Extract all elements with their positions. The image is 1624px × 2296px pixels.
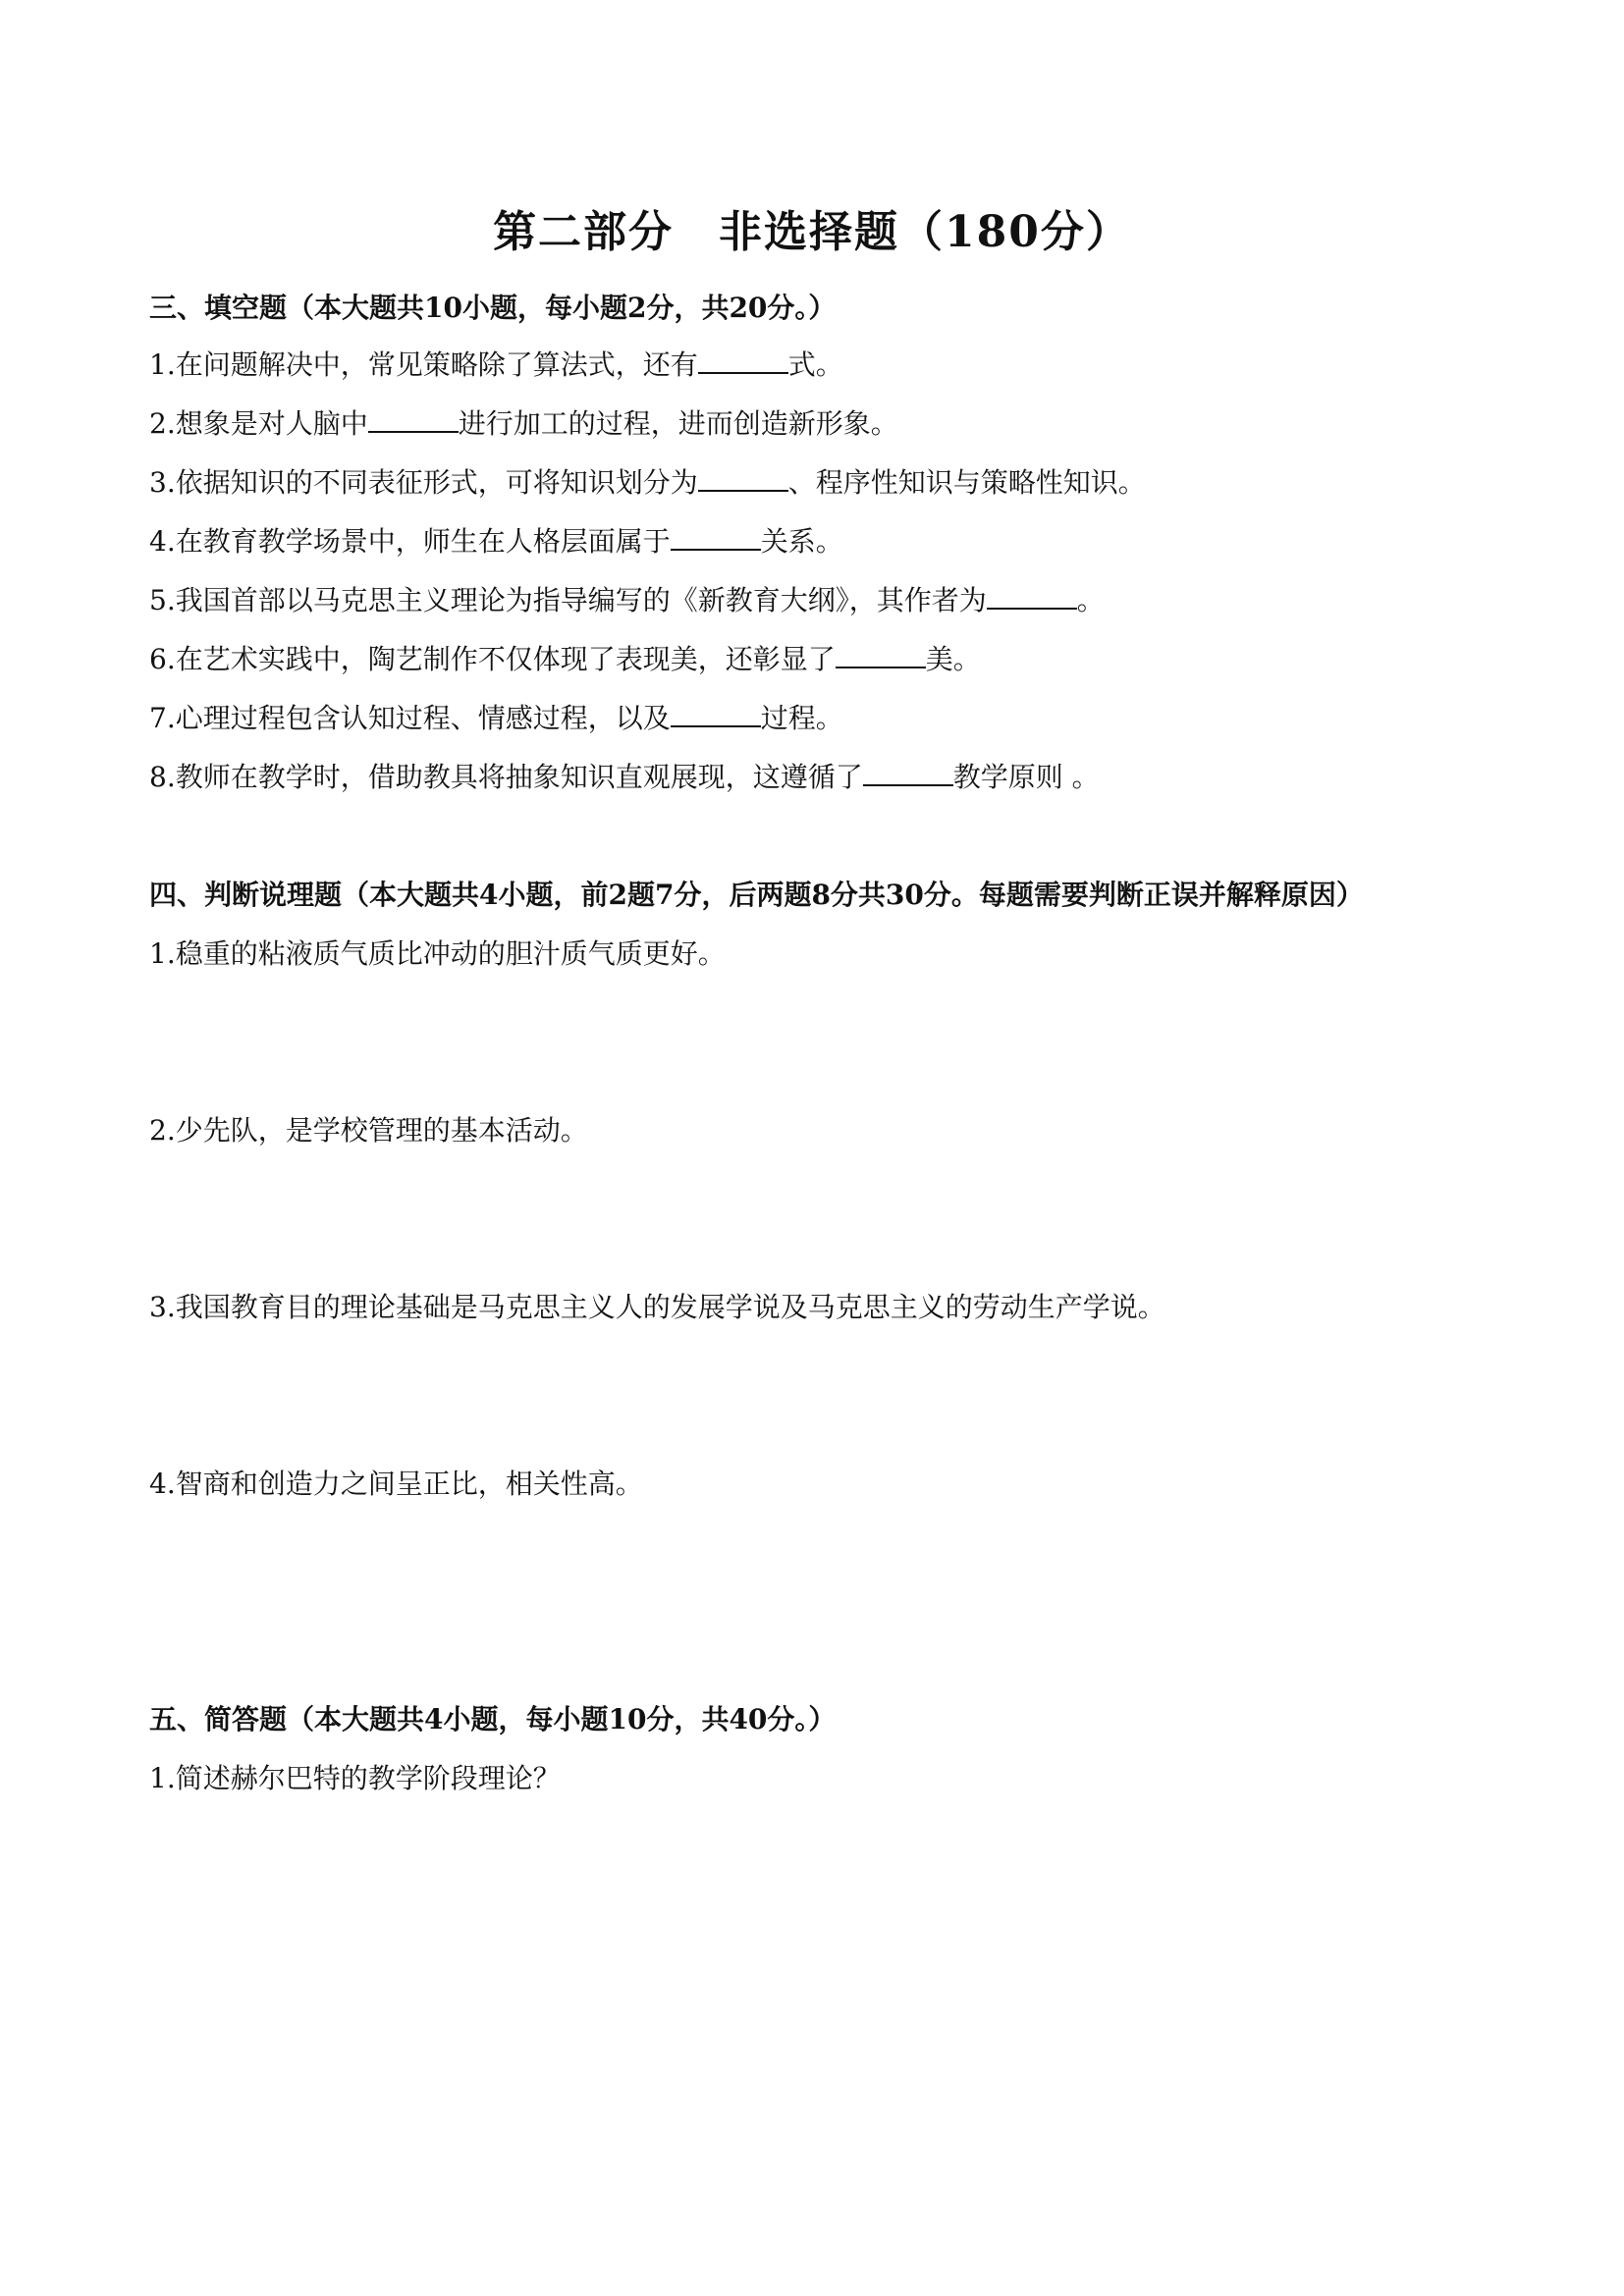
fill-blank-question-6: 6.在艺术实践中，陶艺制作不仅体现了表现美，还彰显了 美。: [149, 643, 981, 675]
answer-blank: [987, 582, 1077, 610]
fill-blank-question-4: 4.在教育教学场景中，师生在人格层面属于 关系。: [149, 525, 843, 558]
answer-blank: [698, 347, 788, 374]
answer-blank: [863, 759, 953, 786]
answer-blank: [836, 641, 926, 668]
page-title: 第二部分 非选择题（180分）: [493, 207, 1131, 257]
fill-blank-question-2: 2.想象是对人脑中 进行加工的过程，进而创造新形象。: [149, 407, 898, 440]
fill-blank-question-3: 3.依据知识的不同表征形式，可将知识划分为 、程序性知识与策略性知识。: [149, 466, 1146, 499]
judgment-question-2: 2.少先队，是学校管理的基本活动。: [149, 1114, 588, 1147]
answer-blank: [698, 464, 788, 492]
fill-blank-question-8: 8.教师在教学时，借助教具将抽象知识直观展现，这遵循了 教学原则 。: [149, 761, 1100, 793]
judgment-question-4: 4.智商和创造力之间呈正比，相关性高。: [149, 1468, 643, 1500]
short-answer-question-1: 1.简述赫尔巴特的教学阶段理论？: [149, 1762, 561, 1794]
answer-blank: [671, 700, 761, 727]
section-heading-judgment: 四、判断说理题（本大题共4小题，前2题7分，后两题8分共30分。每题需要判断正误并解释原因）: [149, 879, 1364, 911]
fill-blank-question-1: 1.在问题解决中，常见策略除了算法式，还有 式。: [149, 348, 843, 381]
fill-blank-question-7: 7.心理过程包含认知过程、情感过程，以及 过程。: [149, 702, 843, 734]
judgment-question-1: 1.稳重的粘液质气质比冲动的胆汁质气质更好。: [149, 937, 726, 970]
fill-blank-question-5: 5.我国首部以马克思主义理论为指导编写的《新教育大纲》，其作者为 。: [149, 584, 1105, 616]
judgment-question-3: 3.我国教育目的理论基础是马克思主义人的发展学说及马克思主义的劳动生产学说。: [149, 1291, 1165, 1323]
answer-blank: [368, 405, 459, 433]
answer-blank: [671, 523, 761, 551]
section-heading-fill-blank: 三、填空题（本大题共10小题，每小题2分，共20分。）: [149, 292, 837, 324]
section-heading-short-answer: 五、简答题（本大题共4小题，每小题10分，共40分。）: [149, 1703, 837, 1735]
